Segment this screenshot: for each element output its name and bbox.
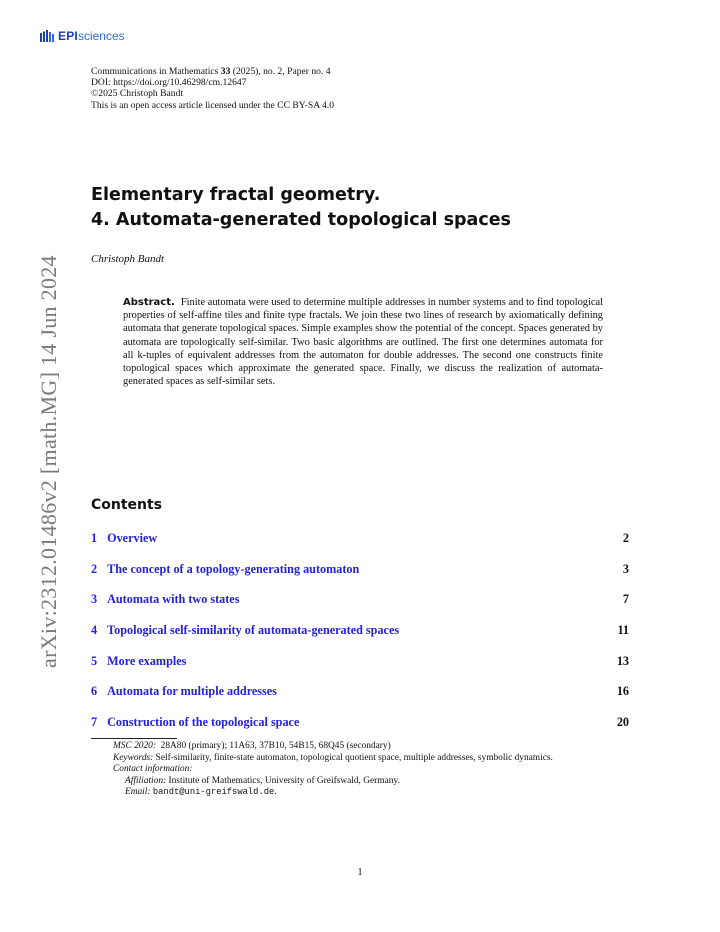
- toc-entry[interactable]: 4 Topological self-similarity of automata-generated spaces 11: [91, 623, 629, 637]
- epi-logo-icon: [40, 30, 54, 42]
- email-line: Email: bandt@uni-greifswald.de.: [125, 787, 277, 798]
- license-line: This is an open access article licensed under the CC BY-SA 4.0: [91, 99, 334, 111]
- abstract-heading: Abstract.: [123, 297, 175, 308]
- abstract: [123, 296, 603, 388]
- journal-info: [91, 66, 334, 111]
- doi-line[interactable]: DOI: https://doi.org/10.46298/cm.12647: [91, 77, 247, 89]
- toc-entry[interactable]: 7 Construction of the topological space 20: [91, 715, 629, 729]
- arxiv-stamp: arXiv:2312.01486v2 [math.MG] 14 Jun 2024: [36, 255, 61, 668]
- affiliation-line: Affiliation: Institute of Mathematics, University of Greifswald, Germany.: [125, 775, 400, 786]
- page-number: 1: [357, 867, 363, 878]
- toc-entry[interactable]: 1 Overview 2: [91, 531, 629, 545]
- toc-entry[interactable]: 2 The concept of a topology-generating automaton 3: [91, 562, 629, 576]
- author-name: Christoph Bandt: [91, 253, 165, 265]
- keywords-line: Keywords: Self-similarity, finite-state automaton, topological quotient space, multiple addresses, symbolic dynamics.: [113, 752, 553, 763]
- journal-citation: Communications in Mathematics 33 (2025), no. 2, Paper no. 4: [91, 66, 331, 77]
- contents-heading: Contents: [91, 497, 163, 513]
- copyright-line: ©2025 Christoph Bandt: [91, 88, 184, 100]
- contact-label: Contact information:: [113, 764, 193, 775]
- paper-title: Elementary fractal geometry. 4. Automata-generated topological spaces: [91, 185, 511, 230]
- toc-entry[interactable]: 5 More examples 13: [91, 654, 629, 668]
- toc-entry[interactable]: 6 Automata for multiple addresses 16: [91, 684, 629, 698]
- abstract-text: Finite automata were used to determine multiple addresses in number systems and to find topological properties of self-affine tiles and finite type fractals. We join these two lines of research by axiomatically defining automata that generate topological spaces. Simple examples show the potential of the concept. Spaces generated by automata are topologically self-similar. Two basic algorithms are outlined. The first one determines automata for all k-tuples of equivalent addresses from the automaton for double addresses. The second one constructs finite topological spaces which approximate the generated space. Finally, we discuss the realization of automata-generated spaces as self-similar sets.: [123, 297, 603, 388]
- footnote-rule: [91, 738, 177, 739]
- msc-line: MSC 2020: 28A80 (primary); 11A63, 37B10, 54B15, 68Q45 (secondary): [113, 741, 391, 751]
- logo-brand-bold: EPI: [58, 29, 78, 43]
- toc-entry[interactable]: 3 Automata with two states 7: [91, 592, 629, 606]
- logo-brand-light: sciences: [77, 29, 125, 43]
- footnote: [91, 741, 631, 799]
- email-link[interactable]: bandt@uni-greifswald.de: [152, 787, 275, 798]
- publisher-logo: [40, 29, 125, 43]
